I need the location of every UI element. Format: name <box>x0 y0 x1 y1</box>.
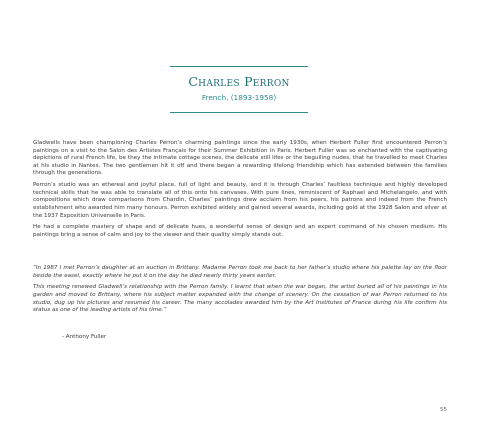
header-top-rule <box>170 66 308 67</box>
biography-text <box>33 140 447 244</box>
header-bottom-rule <box>170 112 308 113</box>
quote-paragraph: “In 1987 I met Perron’s daughter at an auction in Brittany. Madame Perron took me back to her father’s studio where his palette lay on the floor beside the easel, exactly where he put it on the day he died nearly thirty years earlier. <box>33 265 447 279</box>
biography-paragraph: He had a complete mastery of shape and of delicate hues, a wonderful sense of design and an expert command of his chosen medium. His paintings bring a sense of calm and joy to the viewer and their quality simply stands out. <box>33 224 447 238</box>
page-number: 55 <box>440 407 448 413</box>
biography-paragraph: Gladwells have been championing Charles Perron’s charming paintings since the early 1930s, when Herbert Fuller first encountered Perron’s paintings on a visit to the Salon des Artistes Français for their Summer Exhibition in Paris. Herbert Fuller was so enchanted with the captivating depictions of rural French life, be they the intimate cottage scenes, the delicate still lifes or the beguiling nudes, that he travelled to meet Charles at his studio in Nantes. The two gentlemen hit it off and there began a rewarding lifelong friendship which has extended between the families through the generations. <box>33 140 447 177</box>
quote-attribution: - Anthony Fuller <box>62 334 107 340</box>
artist-nationality-dates: French, (1893-1958) <box>201 93 277 102</box>
artist-header <box>170 66 308 113</box>
biography-paragraph: Perron’s studio was an ethereal and joyful place, full of light and beauty, and it is through Charles’ faultless technique and highly developed technical skills that he was able to translate all of this onto his canvases. With pure lines, reminiscent of Raphael and Michelangelo, and with compositions which draw comparisons from Chardin, Charles’ paintings drew acclaim from his peers, his patrons and indeed from the French establishment who awarded him many honours. Perron exhibited widely and gained several awards, including gold at the 1928 Salon and silver at the 1937 Exposition Universelle in Paris. <box>33 182 447 219</box>
quote-block <box>33 265 447 319</box>
quote-paragraph: This meeting renewed Gladwell’s relationship with the Perron family. I learnt that when the war began, the artist buried all of his paintings in his garden and moved to Brittany, where his subject matter expanded with the change of scenery. On the cessation of war Perron returned to his studio, dug up his pictures and resumed his career. The many accolades awarded him by the Art Institutes of France during his life confirm his status as one of the leading artists of his time.” <box>33 284 447 314</box>
artist-name: Charles Perron <box>188 74 290 89</box>
